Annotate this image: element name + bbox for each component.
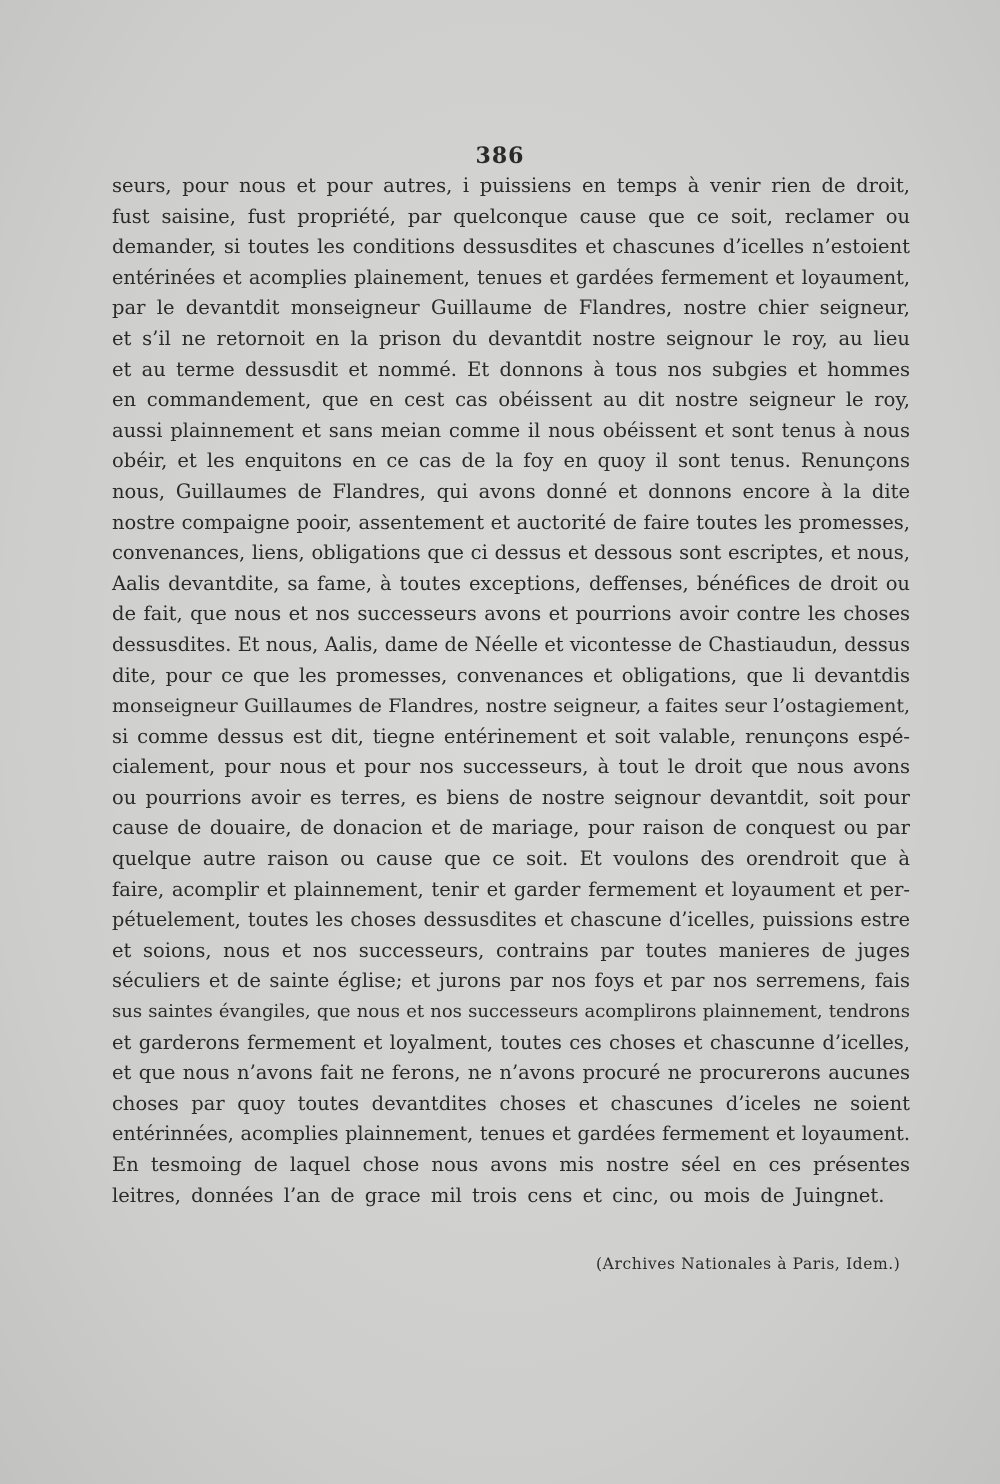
text-line: en commandement, que en cest cas obéissent au dit nostre seigneur le roy, [112, 388, 910, 412]
text-line: de fait, que nous et nos successeurs avons et pourrions avoir contre les choses [112, 602, 910, 626]
text-line: cause de douaire, de donacion et de mariage, pour raison de conquest ou par [112, 816, 910, 840]
text-line: leitres, données l’an de grace mil trois cens et cinc, ou mois de Juingnet. [112, 1183, 885, 1207]
text-line: nous, Guillaumes de Flandres, qui avons donné et donnons encore à la dite [112, 479, 910, 503]
text-line: sus saintes évangiles, que nous et nos successeurs acomplirons plainnement, tendrons [112, 1001, 910, 1023]
text-line: En tesmoing de laquel chose nous avons mis nostre séel en ces présentes [112, 1153, 910, 1176]
text-line: quelque autre raison ou cause que ce soit. Et voulons des orendroit que à [112, 847, 910, 871]
text-line: choses par quoy toutes devantdites choses et chascunes d’iceles ne soient [112, 1091, 910, 1115]
text-line: monseigneur Guillaumes de Flandres, nostre seigneur, a faites seur l’ostagiement, [112, 695, 910, 718]
text-line: entérinnées, acomplies plainnement, tenues et gardées fermement et loyaument. [112, 1122, 910, 1146]
body-text [112, 171, 910, 1211]
text-line: nostre compaigne pooir, assentement et auctorité de faire toutes les promesses, [112, 510, 910, 534]
text-line: et que nous n’avons fait ne ferons, ne n’avons procuré ne procurerons aucunes [112, 1061, 910, 1085]
page-number: 386 [475, 143, 525, 169]
text-line: et garderons fermement et loyalment, toutes ces choses et chascunne d’icelles, [112, 1030, 910, 1054]
text-line: entérinées et acomplies plainement, tenues et gardées fermement et loyaument, [112, 265, 910, 289]
text-line: obéir, et les enquitons en ce cas de la foy en quoy il sont tenus. Renunçons [112, 449, 910, 473]
text-line: faire, acomplir et plainnement, tenir et garder fermement et loyaument et per- [112, 877, 910, 901]
text-line: fust saisine, fust propriété, par quelconque cause que ce soit, reclamer ou [112, 204, 910, 228]
text-line: si comme dessus est dit, tiegne entérinement et soit valable, renunçons espé- [112, 724, 910, 748]
text-line: et au terme dessusdit et nommé. Et donnons à tous nos subgies et hommes [112, 357, 910, 381]
source-citation: (Archives Nationales à Paris, Idem.) [596, 1255, 901, 1273]
text-line: dessusdites. Et nous, Aalis, dame de Néelle et vicontesse de Chastiaudun, dessus [112, 632, 910, 656]
text-line: demander, si toutes les conditions dessusdites et chascunes d’icelles n’estoient [112, 235, 910, 259]
text-line: convenances, liens, obligations que ci dessus et dessous sont escriptes, et nous, [112, 541, 910, 565]
text-line: seurs, pour nous et pour autres, i puissiens en temps à venir rien de droit, [112, 174, 910, 197]
text-line: et soions, nous et nos successeurs, contrains par toutes manieres de juges [112, 938, 910, 962]
text-line: ou pourrions avoir es terres, es biens de nostre seignour devantdit, soit pour [112, 785, 910, 809]
text-line: cialement, pour nous et pour nos successeurs, à tout le droit que nous avons [112, 755, 910, 779]
text-line: et s’il ne retornoit en la prison du devantdit nostre seignour le roy, au lieu [112, 326, 910, 350]
text-line: Aalis devantdite, sa fame, à toutes exceptions, deffenses, bénéfices de droit ou [112, 571, 910, 595]
text-line: dite, pour ce que les promesses, convenances et obligations, que li devantdis [112, 663, 910, 687]
text-line: aussi plainnement et sans meian comme il nous obéissent et sont tenus à nous [112, 418, 910, 442]
text-line: séculiers et de sainte église; et jurons par nos foys et par nos serremens, fais [112, 969, 910, 993]
text-line: par le devantdit monseigneur Guillaume de Flandres, nostre chier seigneur, [112, 296, 910, 320]
text-line: pétuelement, toutes les choses dessusdites et chascune d’icelles, puissions estre [112, 908, 910, 932]
